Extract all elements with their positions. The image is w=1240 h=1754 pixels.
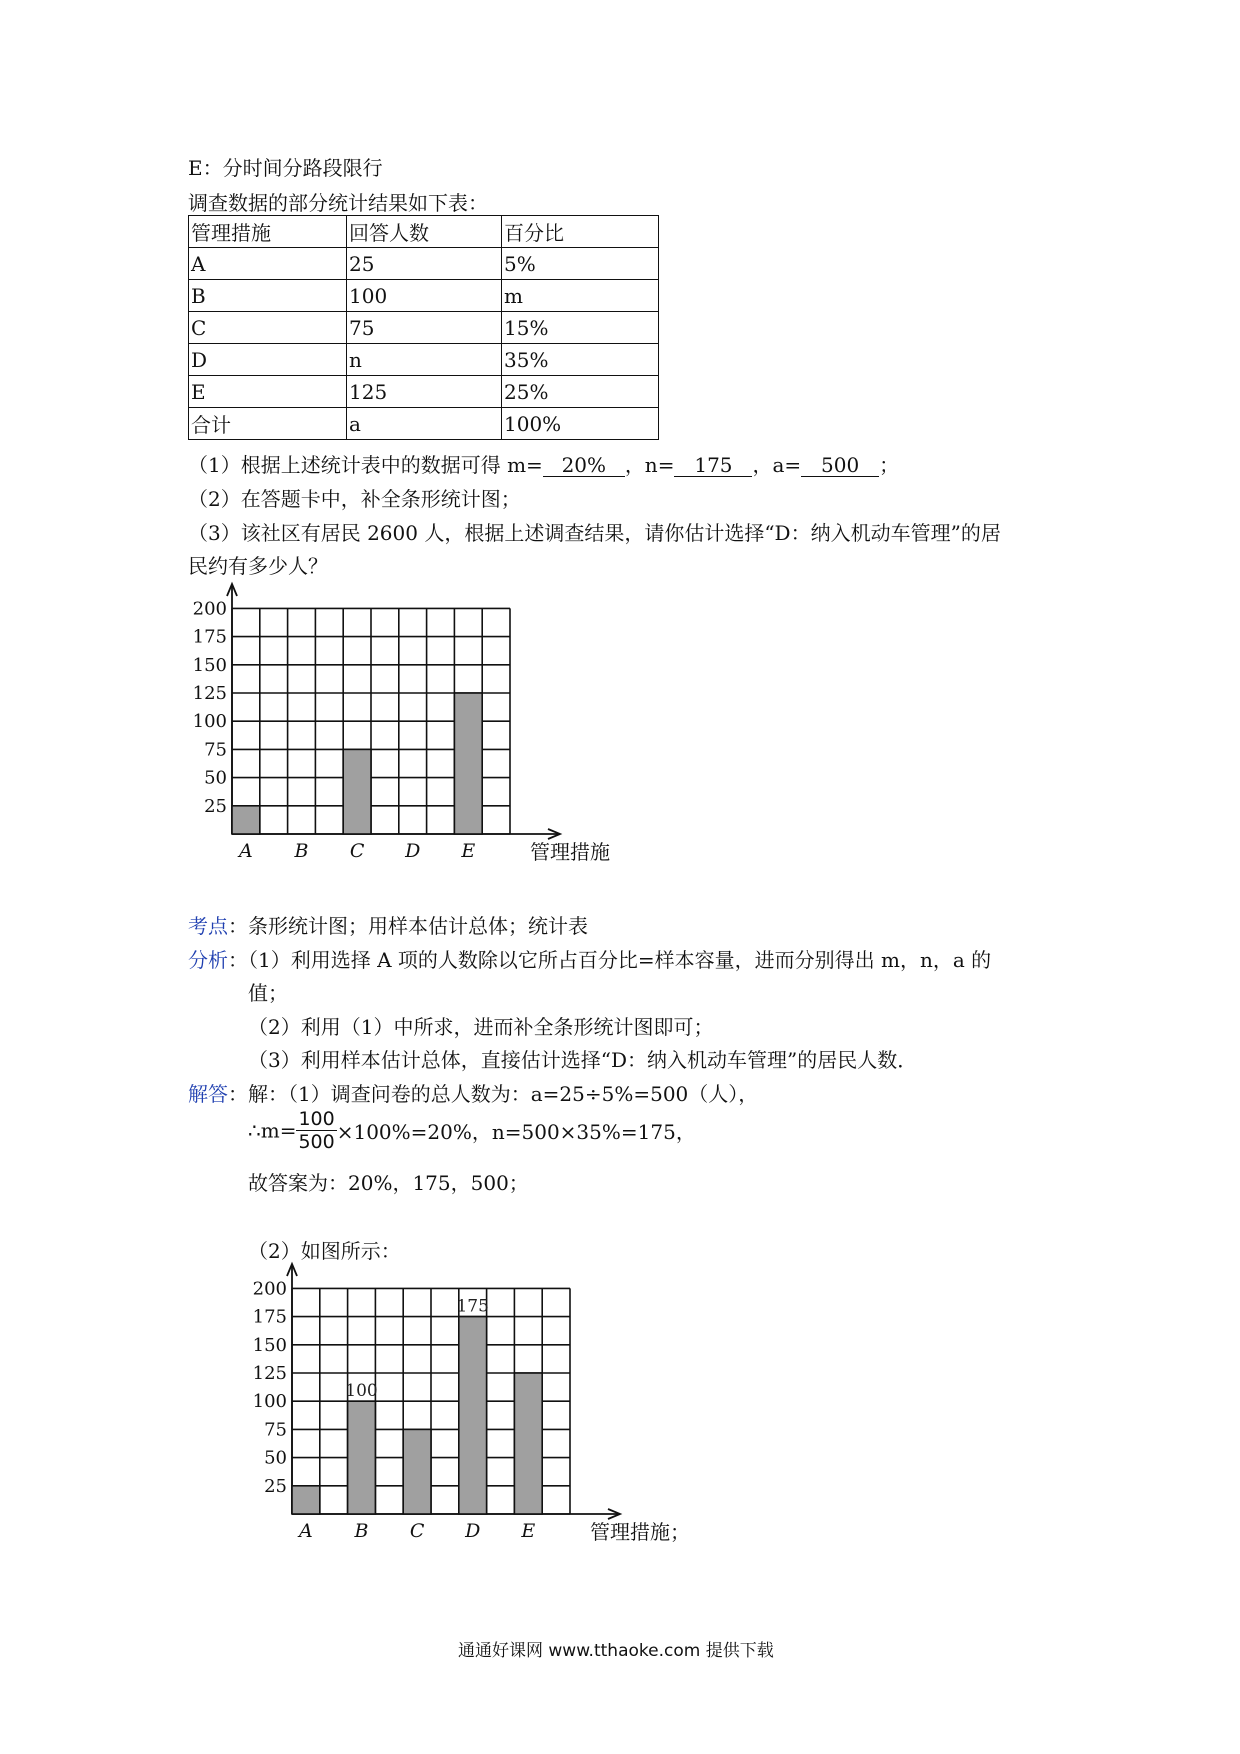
header-cell: 百分比: [502, 216, 659, 248]
fenxi-label: 分析: [188, 948, 228, 972]
category-label: E: [521, 1520, 536, 1542]
table-cell: n: [347, 344, 502, 376]
category-label: B: [354, 1520, 369, 1542]
y-tick-label: 150: [192, 654, 227, 676]
x-axis-label: 管理措施；: [590, 1520, 690, 1544]
table-caption: 调查数据的部分统计结果如下表：: [188, 191, 488, 215]
jieda-label: 解答: [188, 1082, 228, 1106]
table-row: [189, 376, 659, 408]
fraction: [296, 1108, 336, 1153]
q1-prefix: （1）根据上述统计表中的数据可得 m=: [188, 453, 543, 477]
x-axis-label: 管理措施: [530, 840, 610, 864]
y-tick-label: 50: [204, 767, 227, 789]
table-row: [189, 248, 659, 280]
category-label: D: [465, 1520, 481, 1542]
footer-text: 通通好课网 www.tthaoke.com 提供下载: [458, 1641, 774, 1661]
y-tick-label: 75: [204, 739, 227, 761]
y-tick-label: 100: [252, 1391, 287, 1413]
category-label: A: [299, 1520, 313, 1542]
y-tick-label: 100: [192, 711, 227, 733]
q1-a-label: ，a=: [752, 453, 802, 477]
table-cell: 35%: [502, 344, 659, 376]
kaodian-line: [188, 910, 588, 939]
kaodian-text: ：条形统计图；用样本估计总体；统计表: [228, 914, 588, 938]
table-cell: B: [189, 280, 347, 312]
y-tick-label: 200: [252, 1278, 287, 1300]
bar: [403, 1429, 431, 1514]
table-cell: 合计: [189, 408, 347, 440]
bar: [459, 1317, 487, 1514]
question-1: [188, 449, 899, 478]
category-label: E: [461, 840, 476, 862]
table-cell: 125: [347, 376, 502, 408]
question-3-line-1: （3）该社区有居民 2600 人，根据上述调查结果，请你估计选择“D：纳入机动车管理”的居: [188, 521, 1001, 545]
table-cell: 25%: [502, 376, 659, 408]
fraction-denominator: 500: [298, 1131, 335, 1153]
table-cell: a: [347, 408, 502, 440]
jieda-m-prefix: ∴m=: [248, 1118, 297, 1143]
bar: [232, 806, 260, 834]
y-tick-label: 75: [264, 1419, 287, 1441]
table-cell: 25: [347, 248, 502, 280]
table-cell: A: [189, 248, 347, 280]
table-cell: 100%: [502, 408, 659, 440]
y-tick-label: 175: [192, 626, 227, 648]
table-header-row: [189, 216, 659, 248]
table-cell: 100: [347, 280, 502, 312]
category-label: B: [294, 840, 309, 862]
table-row: [189, 344, 659, 376]
y-tick-label: 200: [192, 598, 227, 620]
table-cell: C: [189, 312, 347, 344]
q1-end: ；: [879, 453, 900, 477]
category-label: C: [409, 1520, 425, 1542]
y-tick-label: 150: [252, 1334, 287, 1356]
category-label: A: [239, 840, 253, 862]
bar: [348, 1401, 376, 1514]
fenxi-text-1: ：（1）利用选择 A 项的人数除以它所占百分比=样本容量，进而分别得出 m，n，a 的: [228, 948, 992, 972]
header-cell: 回答人数: [347, 216, 502, 248]
header-cell: 管理措施: [189, 216, 347, 248]
table-row: [189, 280, 659, 312]
jieda-part-2: （2）如图所示：: [248, 1239, 401, 1263]
bar: [343, 749, 371, 834]
y-tick-label: 50: [264, 1447, 287, 1469]
table-row: [189, 408, 659, 440]
data-label: 175: [456, 1296, 489, 1317]
jieda-line-1: [188, 1078, 758, 1107]
table-cell: m: [502, 280, 659, 312]
table-row: [189, 312, 659, 344]
jieda-text-1: ：解：（1）调查问卷的总人数为：a=25÷5%=500（人），: [228, 1082, 759, 1106]
option-e-text: E：分时间分路段限行: [188, 156, 383, 180]
y-tick-label: 125: [192, 683, 227, 704]
jieda-m-suffix: ×100%=20%，n=500×35%=175，: [336, 1120, 696, 1144]
question-2: （2）在答题卡中，补全条形统计图；: [188, 487, 521, 511]
table-cell: E: [189, 376, 347, 408]
bar: [292, 1486, 320, 1514]
category-label: C: [349, 840, 365, 862]
q1-n-label: ，n=: [624, 453, 675, 477]
fenxi-line-1: [188, 944, 991, 973]
y-tick-label: 175: [252, 1306, 287, 1328]
category-label: D: [405, 840, 421, 862]
q1-answer-n: 175: [674, 454, 752, 477]
completed-bar-chart: [240, 1258, 700, 1550]
q1-answer-m: 20%: [543, 454, 625, 477]
y-tick-label: 125: [252, 1363, 287, 1384]
table-cell: 15%: [502, 312, 659, 344]
fenxi-line-3: （2）利用（1）中所求，进而补全条形统计图即可；: [248, 1015, 714, 1039]
jieda-answer: 故答案为：20%，175，500；: [248, 1171, 529, 1195]
data-label: 100: [345, 1381, 378, 1402]
question-3-line-2: 民约有多少人？: [188, 554, 328, 578]
fenxi-line-2: 值；: [248, 981, 288, 1005]
kaodian-label: 考点: [188, 914, 228, 938]
fenxi-line-4: （3）利用样本估计总体，直接估计选择“D：纳入机动车管理”的居民人数．: [248, 1048, 918, 1072]
bar: [454, 693, 482, 834]
table-cell: 75: [347, 312, 502, 344]
y-tick-label: 25: [204, 795, 227, 817]
jieda-m-formula: [248, 1108, 696, 1153]
q1-answer-a: 500: [801, 454, 879, 477]
incomplete-bar-chart: [180, 578, 640, 870]
fraction-numerator: 100: [298, 1108, 335, 1130]
bar: [514, 1373, 542, 1514]
table-cell: 5%: [502, 248, 659, 280]
y-tick-label: 25: [264, 1475, 287, 1497]
statistics-table: [188, 215, 659, 440]
table-cell: D: [189, 344, 347, 376]
